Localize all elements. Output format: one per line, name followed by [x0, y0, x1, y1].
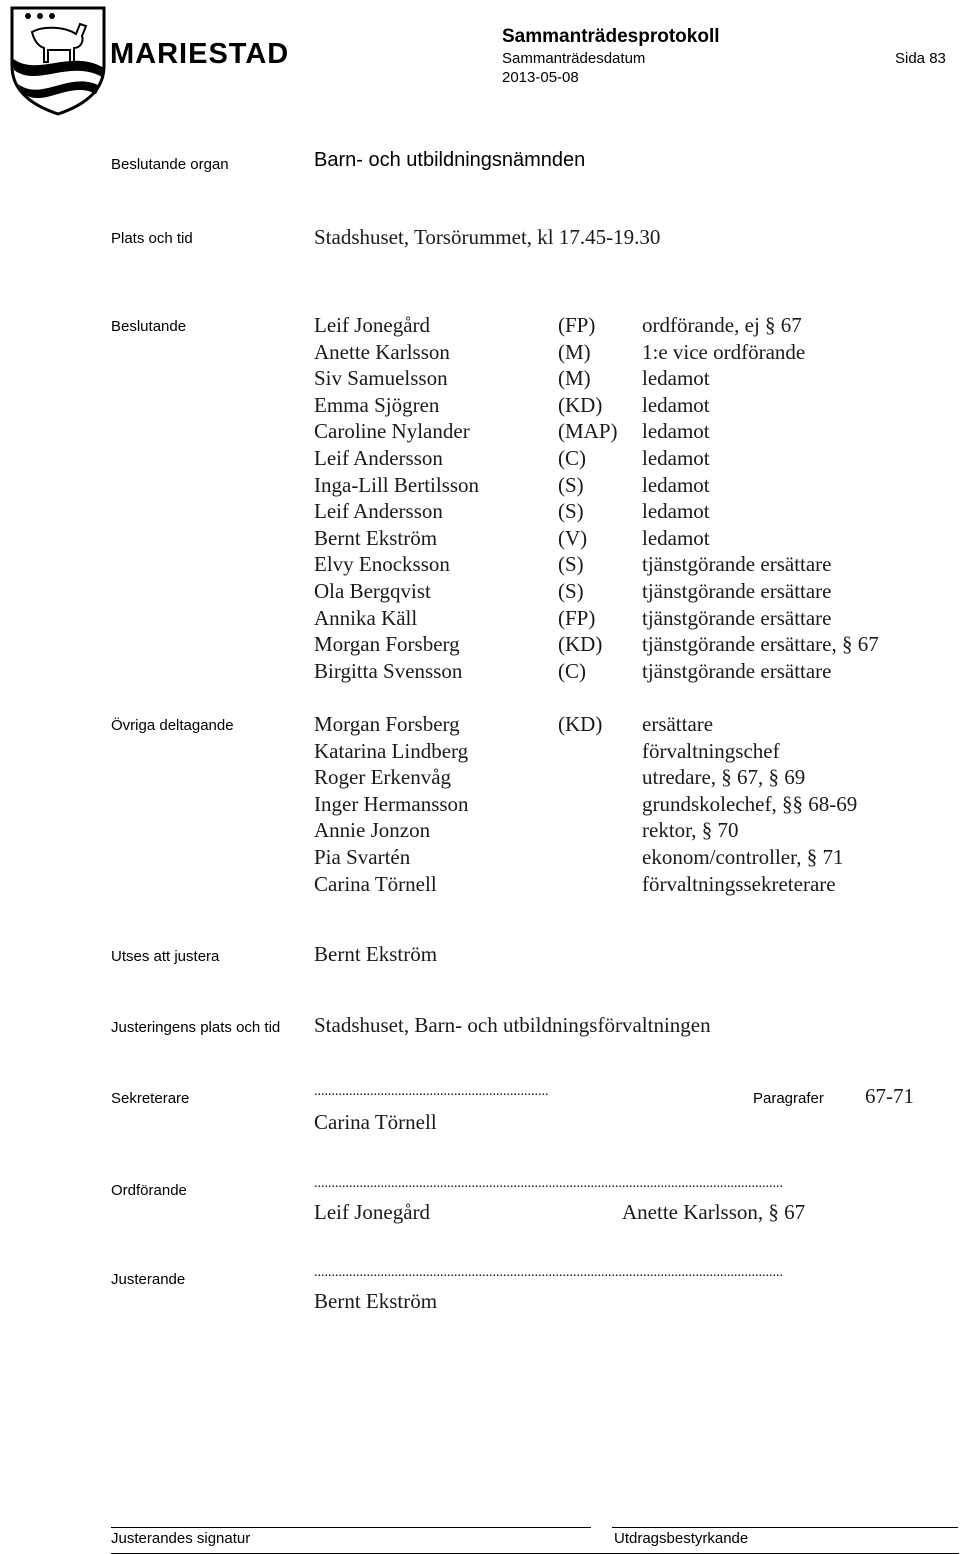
participant-name: Bernt Ekström: [314, 525, 438, 550]
participant-name: Siv Samuelsson: [314, 366, 448, 391]
participant-party: (S): [558, 472, 584, 497]
participant-name: Leif Andersson: [314, 446, 443, 470]
footer-justerandes-signatur: Justerandes signatur: [111, 1530, 251, 1547]
participant-name: Birgitta Svensson: [314, 658, 463, 683]
participant-role: 1:e vice ordförande: [642, 339, 806, 364]
participant-row: [0, 632, 960, 658]
justering-plats-label: Justeringens plats och tid: [111, 1019, 281, 1036]
vice-ordforande-name: Anette Karlsson, § 67: [622, 1200, 806, 1224]
participant-role: ledamot: [642, 446, 710, 470]
participant-role: tjänstgörande ersättare: [642, 658, 832, 683]
participant-role: grundskolechef, §§ 68-69: [642, 791, 858, 816]
meeting-date: 2013-05-08: [502, 69, 579, 86]
participant-name: Katarina Lindberg: [314, 738, 469, 763]
participant-name: Caroline Nylander: [314, 419, 470, 444]
participant-role: tjänstgörande ersättare, § 67: [642, 632, 879, 657]
participant-role: ledamot: [642, 472, 710, 497]
logo: [8, 4, 108, 116]
participant-name: Anette Karlsson: [314, 339, 450, 364]
participant-row: [0, 473, 960, 499]
participant-row: [0, 499, 960, 525]
participant-party: (MAP): [558, 419, 618, 444]
ovriga-label: Övriga deltagande: [111, 717, 234, 734]
participant-party: (M): [558, 366, 591, 391]
participant-role: ledamot: [642, 419, 710, 444]
participant-role: ledamot: [642, 499, 710, 524]
participant-row: [0, 845, 960, 871]
participant-row: [0, 393, 960, 419]
justerande-name: Bernt Ekström: [314, 1289, 438, 1313]
participant-name: Leif Andersson: [314, 499, 443, 524]
participant-name: Leif Jonegård: [314, 313, 431, 337]
participant-row: [0, 765, 960, 791]
participant-row: [0, 818, 960, 844]
paragrafer-label: Paragrafer: [753, 1090, 824, 1107]
participant-row: [0, 872, 960, 898]
participant-row: [0, 579, 960, 605]
participant-name: Carina Törnell: [314, 871, 437, 896]
participant-row: [0, 419, 960, 445]
participant-role: ledamot: [642, 392, 710, 417]
participant-role: ordförande, ej § 67: [642, 313, 802, 337]
participant-role: förvaltningschef: [642, 738, 780, 763]
participant-name: Emma Sjögren: [314, 392, 440, 417]
participant-name: Elvy Enocksson: [314, 552, 450, 577]
participant-party: (C): [558, 446, 586, 470]
organ-label: Beslutande organ: [111, 156, 229, 173]
participant-party: (FP): [558, 605, 596, 630]
ordforande-name: Leif Jonegård: [314, 1200, 431, 1224]
participant-row: [0, 366, 960, 392]
justera-label: Utses att justera: [111, 948, 220, 965]
logo-text: MARIESTAD: [110, 38, 290, 70]
participant-party: (KD): [558, 712, 603, 736]
participant-party: (S): [558, 552, 584, 577]
participant-row: [0, 552, 960, 578]
participant-party: (V): [558, 525, 588, 550]
participant-row: [0, 313, 960, 339]
participant-role: utredare, § 67, § 69: [642, 765, 806, 790]
participant-name: Ola Bergqvist: [314, 579, 431, 603]
participant-role: ledamot: [642, 525, 710, 550]
participant-party: (FP): [558, 313, 596, 337]
participant-name: Roger Erkenvåg: [314, 765, 452, 790]
footer-signature-left: [111, 1527, 591, 1528]
participant-row: [0, 792, 960, 818]
meeting-date-label: Sammanträdesdatum: [502, 50, 646, 67]
participant-role: rektor, § 70: [642, 818, 739, 843]
participant-party: (KD): [558, 632, 603, 657]
place-value: Stadshuset, Torsörummet, kl 17.45-19.30: [314, 225, 661, 249]
sekreterare-signature-line: ...................................................................: [314, 1084, 549, 1099]
place-label: Plats och tid: [111, 230, 193, 247]
participant-name: Inga-Lill Bertilsson: [314, 472, 480, 497]
document-title: Sammanträdesprotokoll: [502, 26, 720, 47]
participant-name: Morgan Forsberg: [314, 712, 460, 736]
participant-party: (S): [558, 499, 584, 524]
paragrafer-value: 67-71: [865, 1084, 914, 1108]
mariestad-coat-of-arms-icon: [8, 4, 108, 116]
ordforande-label: Ordförande: [111, 1182, 187, 1199]
beslutande-label: Beslutande: [111, 318, 187, 335]
ordforande-signature-line: ......................................................................................................................................: [314, 1176, 783, 1191]
participant-role: tjänstgörande ersättare: [642, 605, 832, 630]
participant-party: (KD): [558, 392, 603, 417]
justerande-label: Justerande: [111, 1271, 186, 1288]
participant-name: Morgan Forsberg: [314, 632, 460, 657]
participant-role: förvaltningssekreterare: [642, 871, 836, 896]
participant-row: [0, 606, 960, 632]
footer-utdragsbestyrkande: Utdragsbestyrkande: [614, 1530, 749, 1547]
participant-role: tjänstgörande ersättare: [642, 579, 832, 603]
participant-row: [0, 712, 960, 738]
justera-value: Bernt Ekström: [314, 942, 438, 966]
organ-value: Barn- och utbildningsnämnden: [314, 149, 586, 171]
footer-signature-right: [612, 1527, 958, 1528]
participant-name: Inger Hermansson: [314, 791, 469, 816]
participant-party: (S): [558, 579, 584, 603]
participant-role: tjänstgörande ersättare: [642, 552, 832, 577]
participant-role: ersättare: [642, 712, 714, 736]
participant-name: Pia Svartén: [314, 845, 411, 869]
participant-role: ledamot: [642, 366, 710, 391]
justering-plats-value: Stadshuset, Barn- och utbildningsförvaltningen: [314, 1013, 711, 1037]
participant-party: (C): [558, 658, 586, 683]
participant-row: [0, 446, 960, 472]
participant-name: Annie Jonzon: [314, 818, 431, 843]
sekreterare-label: Sekreterare: [111, 1090, 190, 1107]
page-number: Sida 83: [895, 50, 946, 67]
sekreterare-name: Carina Törnell: [314, 1110, 437, 1134]
participant-row: [0, 340, 960, 366]
participant-name: Annika Käll: [314, 605, 418, 630]
justerande-signature-line: ......................................................................................................................................: [314, 1265, 783, 1280]
participant-row: [0, 659, 960, 685]
participant-row: [0, 526, 960, 552]
participant-party: (M): [558, 339, 591, 364]
participant-row: [0, 739, 960, 765]
participant-role: ekonom/controller, § 71: [642, 845, 844, 869]
